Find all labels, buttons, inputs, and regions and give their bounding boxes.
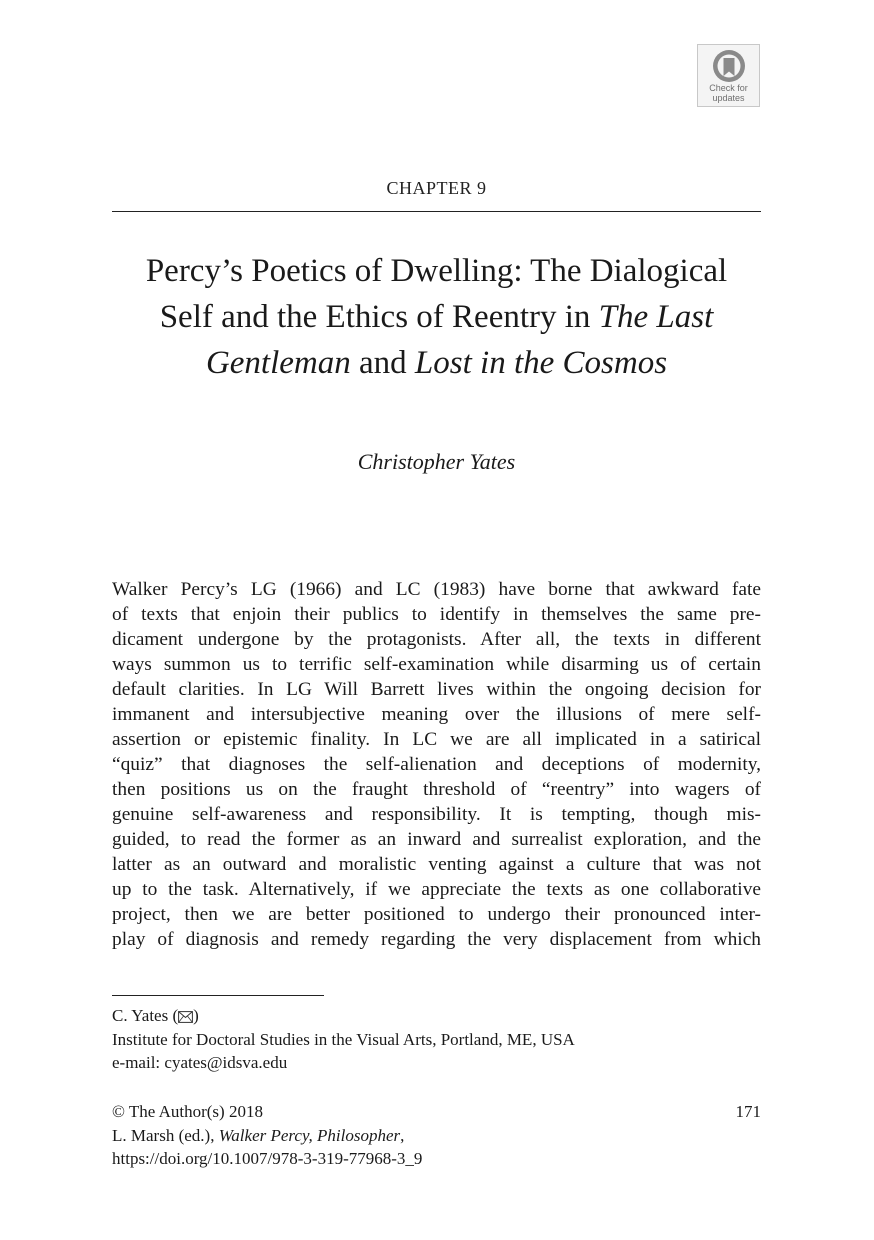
affiliation-institute: Institute for Doctoral Studies in the Visual Arts, Portland, ME, USA [112,1029,575,1049]
book-editor: L. Marsh (ed.), [112,1125,219,1145]
body-line: latter as an outward and moralistic venting against a culture that was not [112,854,761,875]
body-line: “quiz” that diagnoses the self-alienation and deceptions of modernity, [112,754,761,775]
page-number: 171 [735,1102,761,1121]
title-line-2-text: Self and the Ethics of Reentry in [159,299,599,335]
book-title: Walker Percy, Philosopher [218,1125,401,1145]
body-line: default clarities. In LG Will Barrett lives within the ongoing decision for [112,679,761,700]
check-for-updates-badge[interactable] [697,44,760,107]
footnote-divider [112,995,324,996]
body-line: Walker Percy’s LG (1966) and LC (1983) have borne that awkward fate [112,579,761,600]
badge-label-1: Check for [709,83,748,93]
body-line: genuine self-awareness and responsibility. It is tempting, though mis- [112,804,761,825]
affiliation-email[interactable]: e-mail: cyates@idsva.edu [112,1053,288,1072]
body-line: project, then we are better positioned to undergo their pronounced inter- [112,904,761,925]
chapter-label: CHAPTER 9 [386,178,487,198]
title-line-3 [112,340,761,386]
book-reference [112,1124,761,1148]
title-line-2-italic: The Last [598,299,714,335]
body-line: play of diagnosis and remedy regarding the very displacement from which [112,929,761,950]
body-line: dicament undergone by the protagonists. After all, the texts in different [112,629,761,650]
author-affiliation [112,1004,761,1075]
body-line: immanent and intersubjective meaning over the illusions of mere self- [112,704,761,725]
envelope-icon[interactable] [178,1011,193,1023]
doi-link[interactable]: https://doi.org/10.1007/978-3-319-77968-3_9 [112,1149,423,1168]
author-name: Christopher Yates [357,449,516,474]
body-line: assertion or epistemic finality. In LC we are all implicated in a satirical [112,729,761,750]
body-line: ways summon us to terrific self-examination while disarming us of certain [112,654,761,675]
title-line-3-italic-b: Lost in the Cosmos [414,345,668,381]
affiliation-name-close: ) [193,1006,199,1025]
affiliation-name-line [112,1004,761,1028]
copyright-block [112,1100,761,1171]
title-line-1: Percy’s Poetics of Dwelling: The Dialogical [145,253,728,289]
body-line: guided, to read the former as an inward and surrealist exploration, and the [112,829,761,850]
body-line: up to the task. Alternatively, if we appreciate the texts as one collaborative [112,879,761,900]
title-line-3-italic-a: Gentleman [205,345,351,381]
body-line: then positions us on the fraught threshold of “reentry” into wagers of [112,779,761,800]
title-line-2 [112,294,761,340]
chapter-divider [112,211,761,212]
book-reference-end: , [400,1125,405,1145]
body-paragraph [112,577,761,952]
affiliation-name: C. Yates ( [112,1006,179,1025]
body-line: of texts that enjoin their publics to identify in themselves the same pre- [112,604,761,625]
badge-label-2: updates [712,93,745,103]
check-for-updates-icon [712,49,746,83]
chapter-title [112,248,761,386]
copyright-line: © The Author(s) 2018 [112,1102,263,1121]
title-line-3-text: and [350,345,415,381]
